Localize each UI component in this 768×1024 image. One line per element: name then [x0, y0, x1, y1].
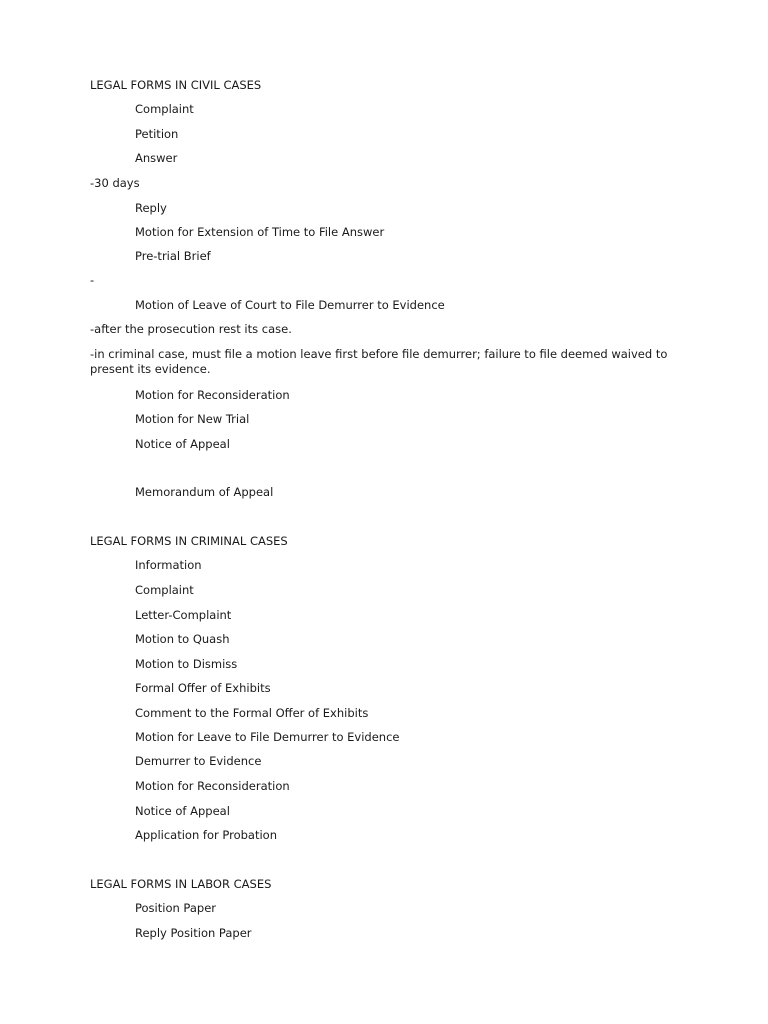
- civil-item: Motion for Reconsideration: [135, 388, 290, 402]
- civil-heading: LEGAL FORMS IN CIVIL CASES: [90, 78, 262, 92]
- labor-item: Position Paper: [135, 901, 216, 915]
- civil-item: Petition: [135, 127, 179, 141]
- civil-item: Motion for New Trial: [135, 412, 250, 426]
- civil-note: -after the prosecution rest its case.: [90, 322, 292, 336]
- civil-item: Memorandum of Appeal: [135, 485, 274, 499]
- criminal-item: Letter-Complaint: [135, 608, 232, 622]
- civil-note: -in criminal case, must file a motion leave first before file demurrer; failure to file deemed waived to present its evidence.: [90, 347, 668, 376]
- civil-item: Motion of Leave of Court to File Demurrer to Evidence: [135, 298, 445, 312]
- civil-item: Answer: [135, 151, 178, 165]
- criminal-item: Application for Probation: [135, 828, 277, 842]
- criminal-item: Formal Offer of Exhibits: [135, 681, 271, 695]
- civil-item: Reply: [135, 201, 167, 215]
- criminal-heading: LEGAL FORMS IN CRIMINAL CASES: [90, 534, 288, 548]
- criminal-item: Comment to the Formal Offer of Exhibits: [135, 706, 369, 720]
- civil-item: Motion for Extension of Time to File Answer: [135, 225, 385, 239]
- criminal-item: Motion to Quash: [135, 632, 230, 646]
- civil-item: Complaint: [135, 102, 194, 116]
- civil-item: Pre-trial Brief: [135, 249, 211, 263]
- civil-note: -30 days: [90, 176, 140, 190]
- labor-item: Reply Position Paper: [135, 926, 252, 940]
- criminal-item: Demurrer to Evidence: [135, 754, 262, 768]
- labor-heading: LEGAL FORMS IN LABOR CASES: [90, 877, 272, 891]
- civil-item: Notice of Appeal: [135, 437, 230, 451]
- criminal-item: Motion to Dismiss: [135, 657, 238, 671]
- criminal-item: Motion for Reconsideration: [135, 779, 290, 793]
- criminal-item: Complaint: [135, 583, 194, 597]
- criminal-item: Motion for Leave to File Demurrer to Evidence: [135, 730, 400, 744]
- civil-note: -: [90, 273, 95, 287]
- criminal-item: Notice of Appeal: [135, 804, 230, 818]
- criminal-item: Information: [135, 558, 202, 572]
